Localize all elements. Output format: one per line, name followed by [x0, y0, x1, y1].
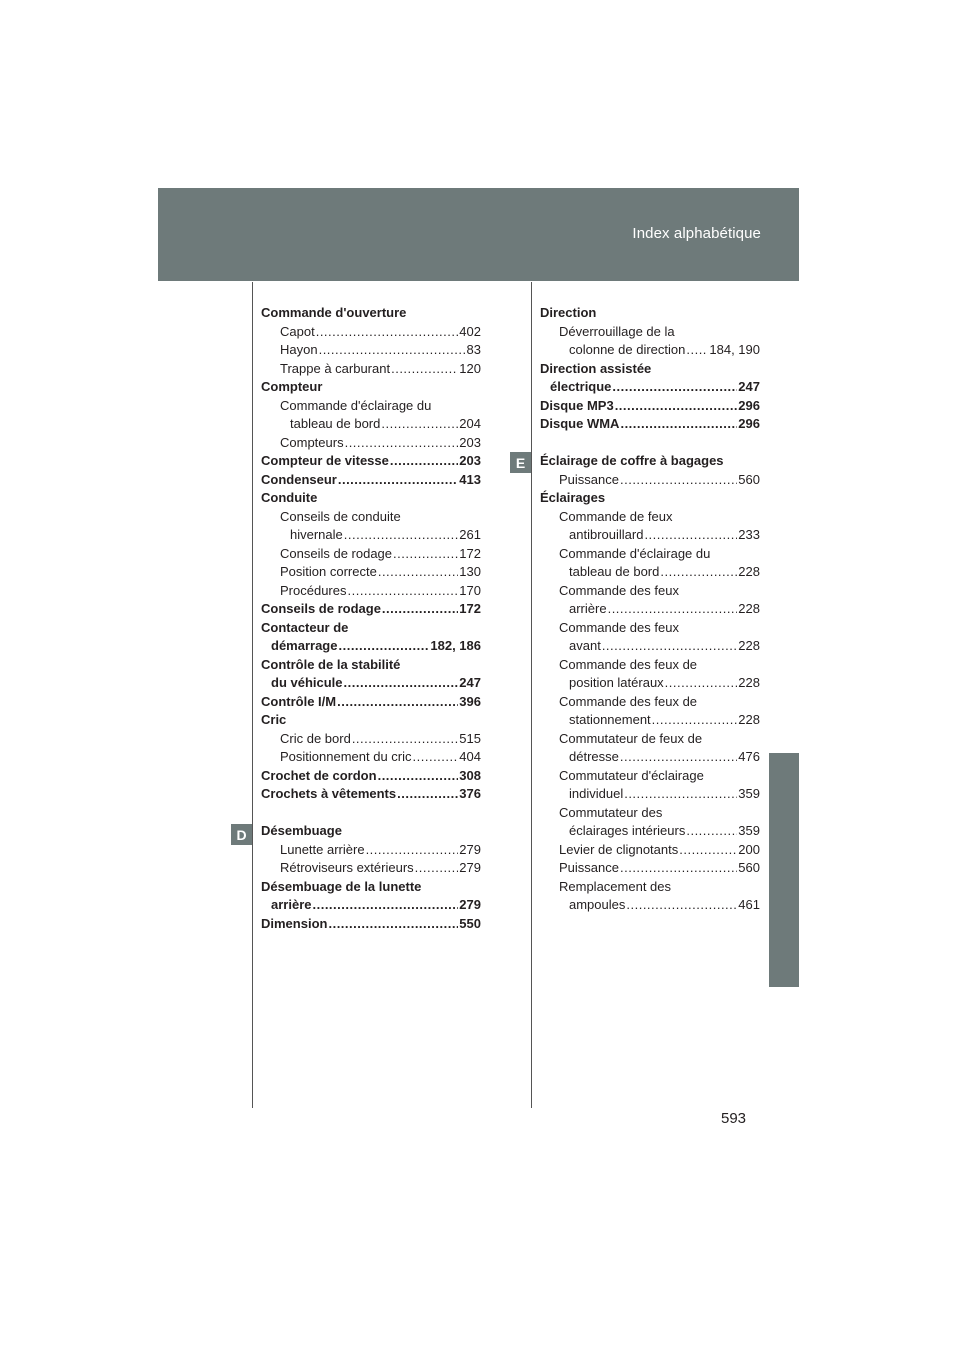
index-term: Commutateur d'éclairage: [559, 767, 704, 783]
index-term: électrique: [550, 379, 612, 394]
index-page-ref: 560: [738, 860, 760, 875]
index-term: Contrôle de la stabilité: [261, 656, 401, 672]
index-term: Puissance: [559, 860, 619, 875]
dot-leader: [344, 674, 459, 693]
dot-leader: [624, 785, 737, 804]
dot-leader: [665, 674, 738, 693]
dot-leader: [413, 748, 459, 767]
index-entry: [540, 508, 760, 527]
index-term: Procédures: [280, 582, 347, 598]
index-page-ref: 170: [459, 582, 481, 598]
index-page-ref: 279: [459, 860, 481, 875]
index-term: Conseils de conduite: [280, 508, 401, 524]
index-page-ref: 296: [738, 416, 760, 431]
index-entry: [261, 489, 481, 508]
index-page-ref: 130: [459, 564, 481, 579]
index-entry: [540, 600, 760, 619]
index-term: stationnement: [569, 712, 651, 727]
index-entry: [261, 711, 481, 730]
index-entry: [261, 415, 481, 434]
index-entry: [540, 878, 760, 897]
index-entry: [540, 415, 760, 434]
index-column-right: [540, 304, 760, 915]
index-entry: [540, 619, 760, 638]
index-column-left: [261, 304, 481, 933]
index-page-ref: 247: [738, 379, 760, 394]
index-entry: [261, 452, 481, 471]
index-page-ref: 279: [459, 841, 481, 857]
index-entry: [261, 637, 481, 656]
index-entry: [261, 859, 481, 878]
index-entry: [540, 526, 760, 545]
dot-leader: [615, 397, 738, 416]
index-entry: [540, 859, 760, 878]
index-entry: [540, 822, 760, 841]
index-gap: [261, 804, 481, 823]
index-page-ref: 203: [459, 434, 481, 450]
index-term: avant: [569, 638, 601, 653]
index-term: Crochets à vêtements: [261, 786, 397, 801]
index-entry: [261, 378, 481, 397]
index-term: Positionnement du cric: [280, 749, 412, 764]
index-term: Commutateur des: [559, 804, 663, 820]
dot-leader: [338, 471, 458, 490]
index-entry: [540, 637, 760, 656]
dot-leader: [620, 748, 737, 767]
dot-leader: [397, 785, 458, 804]
index-term: ampoules: [569, 897, 626, 912]
section-thumb-tab: [769, 753, 799, 987]
index-entry: [540, 841, 760, 860]
index-page-ref: 228: [738, 601, 760, 616]
index-term: Cric de bord: [280, 730, 351, 746]
dot-leader: [344, 526, 459, 545]
index-page-ref: 359: [738, 786, 760, 801]
dot-leader: [626, 896, 737, 915]
index-term: Conseils de rodage: [261, 601, 381, 616]
index-page-ref: 204: [459, 416, 481, 431]
index-page-ref: 247: [459, 675, 481, 690]
index-page-ref: 261: [459, 527, 481, 542]
index-term: Hayon: [280, 342, 318, 357]
index-entry: [540, 489, 760, 508]
index-page-ref: 200: [738, 841, 760, 857]
index-term: tableau de bord: [290, 416, 381, 431]
index-entry: [261, 748, 481, 767]
index-entry: [540, 674, 760, 693]
index-entry: [261, 730, 481, 749]
index-term: Commande d'éclairage du: [280, 397, 432, 413]
index-term: Désembuage: [261, 823, 342, 838]
index-term: Commande des feux: [559, 619, 679, 635]
dot-leader: [382, 600, 458, 619]
index-entry: [261, 822, 481, 841]
dot-leader: [679, 841, 737, 860]
index-gap: [540, 434, 760, 453]
dot-leader: [328, 915, 458, 934]
dot-leader: [381, 415, 458, 434]
index-term: Position correcte: [280, 564, 377, 579]
index-entry: [261, 471, 481, 490]
index-term: Commande d'éclairage du: [559, 545, 711, 561]
dot-leader: [620, 859, 737, 878]
index-term: Condenseur: [261, 471, 337, 487]
index-term: Commande de feux: [559, 508, 673, 524]
index-term: Direction: [540, 305, 597, 320]
index-page-ref: 402: [459, 323, 481, 339]
index-entry: [261, 600, 481, 619]
page-number: 593: [721, 1110, 747, 1127]
index-term: Disque WMA: [540, 416, 620, 431]
index-term: antibrouillard: [569, 527, 644, 542]
index-entry: [540, 656, 760, 675]
index-entry: [540, 896, 760, 915]
index-term: Commande des feux de: [559, 656, 698, 672]
index-entry: [540, 341, 760, 360]
index-page-ref: 83: [466, 342, 481, 357]
index-term: Lunette arrière: [280, 841, 365, 857]
index-term: colonne de direction: [569, 342, 686, 357]
index-term: tableau de bord: [569, 564, 660, 579]
index-page-ref: 296: [738, 397, 760, 413]
index-term: Conseils de rodage: [280, 545, 393, 561]
index-entry: [540, 730, 760, 749]
index-term: Levier de clignotants: [559, 841, 679, 857]
header-title: Index alphabétique: [632, 225, 761, 242]
header-band: [158, 188, 799, 281]
dot-leader: [378, 563, 458, 582]
index-entry: [261, 896, 481, 915]
index-term: Rétroviseurs extérieurs: [280, 860, 414, 875]
index-page-ref: 172: [459, 545, 481, 561]
index-entry: [261, 434, 481, 453]
index-term: Commande des feux: [559, 582, 679, 598]
index-term: du véhicule: [271, 675, 343, 690]
dot-leader: [390, 452, 458, 471]
index-entry: [261, 841, 481, 860]
index-page-ref: 182, 186: [430, 638, 481, 653]
index-term: Conduite: [261, 490, 318, 505]
index-page-ref: 515: [459, 730, 481, 746]
index-term: Contrôle I/M: [261, 693, 337, 709]
index-page-ref: 396: [459, 693, 481, 709]
index-entry: [261, 360, 481, 379]
index-page-ref: 228: [738, 712, 760, 727]
index-page-ref: 461: [738, 897, 760, 912]
index-entry: [261, 785, 481, 804]
dot-leader: [620, 415, 737, 434]
dot-leader: [312, 896, 458, 915]
dot-leader: [608, 600, 738, 619]
dot-leader: [337, 693, 458, 712]
index-entry: [540, 711, 760, 730]
dot-leader: [378, 767, 459, 786]
index-term: Éclairage de coffre à bagages: [540, 453, 724, 468]
index-entry: [540, 767, 760, 786]
index-term: Puissance: [559, 471, 619, 487]
index-page-ref: 413: [459, 471, 481, 487]
index-entry: [261, 878, 481, 897]
dot-leader: [345, 434, 459, 453]
index-page-ref: 228: [738, 675, 760, 690]
index-entry: [540, 545, 760, 564]
index-entry: [261, 915, 481, 934]
dot-leader: [620, 471, 737, 490]
dot-leader: [352, 730, 458, 749]
index-term: Trappe à carburant: [280, 360, 391, 376]
index-entry: [540, 693, 760, 712]
index-entry: [540, 323, 760, 342]
index-entry: [540, 471, 760, 490]
section-letter-e: E: [510, 452, 531, 473]
index-term: détresse: [569, 749, 619, 764]
index-term: Déverrouillage de la: [559, 323, 675, 339]
index-entry: [261, 674, 481, 693]
dot-leader: [391, 360, 458, 379]
index-page-ref: 550: [459, 915, 481, 931]
index-entry: [261, 582, 481, 601]
dot-leader: [415, 859, 459, 878]
index-entry: [540, 397, 760, 416]
index-term: Contacteur de: [261, 619, 349, 635]
index-entry: [261, 767, 481, 786]
index-entry: [540, 748, 760, 767]
index-entry: [261, 323, 481, 342]
index-entry: [540, 378, 760, 397]
index-page-ref: 560: [738, 471, 760, 487]
index-entry: [540, 452, 760, 471]
index-term: Crochet de cordon: [261, 767, 377, 783]
index-term: Commande des feux de: [559, 693, 698, 709]
index-term: arrière: [271, 897, 312, 912]
index-term: Dimension: [261, 915, 328, 931]
index-entry: [261, 341, 481, 360]
dot-leader: [686, 822, 737, 841]
dot-leader: [316, 323, 459, 342]
index-term: Désembuage de la lunette: [261, 878, 422, 894]
dot-leader: [347, 582, 458, 601]
index-term: Commutateur de feux de: [559, 730, 703, 746]
index-term: Commande d'ouverture: [261, 305, 407, 320]
dot-leader: [660, 563, 737, 582]
index-page-ref: 172: [459, 601, 481, 616]
index-term: démarrage: [271, 638, 338, 653]
index-page-ref: 308: [459, 767, 481, 783]
index-term: Compteur: [261, 379, 323, 394]
index-entry: [261, 693, 481, 712]
index-page-ref: 120: [459, 360, 481, 376]
index-entry: [261, 508, 481, 527]
index-page-ref: 233: [738, 527, 760, 542]
index-page-ref: 228: [738, 564, 760, 579]
index-term: hivernale: [290, 527, 343, 542]
index-entry: [261, 656, 481, 675]
index-page-ref: 359: [738, 823, 760, 838]
index-page-ref: 228: [738, 638, 760, 653]
index-entry: [540, 563, 760, 582]
index-term: éclairages intérieurs: [569, 823, 686, 838]
index-term: Cric: [261, 712, 287, 727]
index-term: Capot: [280, 323, 315, 339]
index-entry: [540, 582, 760, 601]
index-term: individuel: [569, 786, 624, 801]
index-entry: [261, 563, 481, 582]
dot-leader: [602, 637, 737, 656]
dot-leader: [652, 711, 738, 730]
index-page-ref: 203: [459, 453, 481, 468]
index-page-ref: 184, 190: [709, 342, 760, 357]
index-term: Compteur de vitesse: [261, 453, 389, 468]
index-entry: [261, 619, 481, 638]
index-page-ref: 404: [459, 749, 481, 764]
index-entry: [261, 304, 481, 323]
dot-leader: [686, 341, 708, 360]
index-entry: [261, 545, 481, 564]
index-term: Compteurs: [280, 434, 344, 450]
index-entry: [540, 304, 760, 323]
index-term: Disque MP3: [540, 397, 614, 413]
index-term: arrière: [569, 601, 607, 616]
index-page-ref: 279: [459, 897, 481, 912]
index-page-ref: 476: [738, 749, 760, 764]
index-term: Remplacement des: [559, 878, 671, 894]
index-term: Direction assistée: [540, 360, 652, 376]
index-term: Éclairages: [540, 490, 606, 505]
index-term: position latéraux: [569, 675, 664, 690]
index-entry: [540, 360, 760, 379]
dot-leader: [612, 378, 737, 397]
column-divider-left: [252, 282, 253, 1108]
index-entry: [261, 526, 481, 545]
dot-leader: [393, 545, 458, 564]
dot-leader: [366, 841, 459, 860]
dot-leader: [644, 526, 737, 545]
section-letter-d: D: [231, 824, 252, 845]
index-entry: [261, 397, 481, 416]
dot-leader: [338, 637, 429, 656]
index-page-ref: 376: [459, 786, 481, 801]
index-entry: [540, 804, 760, 823]
dot-leader: [319, 341, 466, 360]
column-divider-right: [531, 282, 532, 1108]
index-entry: [540, 785, 760, 804]
